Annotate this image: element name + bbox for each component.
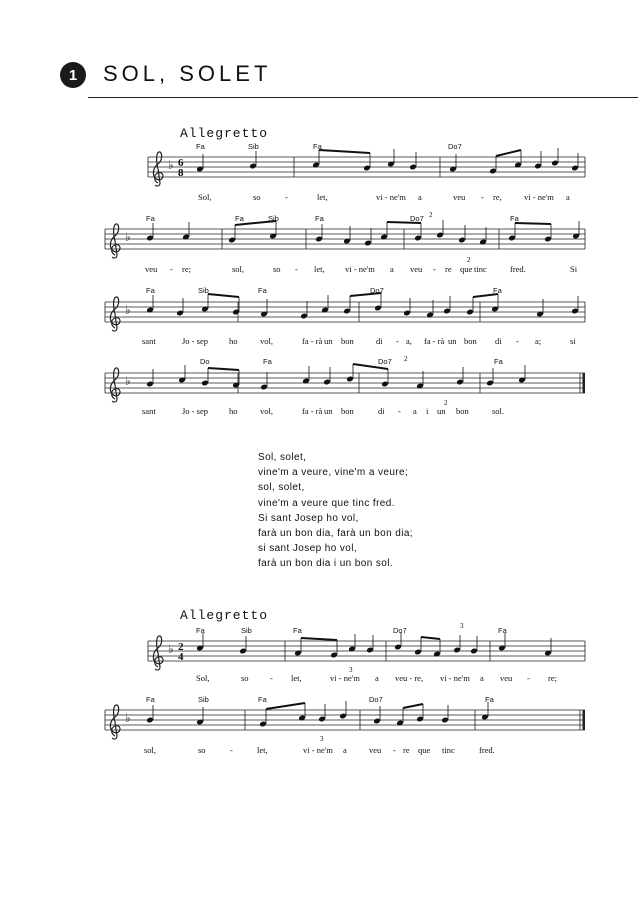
time-signature-top: 6	[178, 157, 184, 169]
tuplet-number: 2	[467, 256, 471, 264]
lyric-syllable: -	[396, 336, 399, 346]
lyric-syllable: vi - ne'm	[440, 673, 470, 683]
chord-symbol: Fa	[315, 214, 324, 223]
lyric-syllable: bon	[341, 336, 354, 346]
chord-symbol: Sib	[268, 214, 279, 223]
lyric-syllable: -	[433, 264, 436, 274]
lyric-syllable: sol,	[232, 264, 245, 274]
chord-symbol: Do7	[448, 142, 462, 151]
tempo-marking-1: Allegretto	[180, 126, 269, 141]
lyric-syllable: so	[198, 745, 206, 755]
tuplet-number: 3	[460, 622, 464, 630]
lyric-syllable: -	[481, 192, 484, 202]
lyric-syllable: veu	[453, 192, 466, 202]
time-signature-top: 2	[178, 641, 184, 653]
lyric-syllable: a	[343, 745, 347, 755]
poem-text	[258, 450, 413, 572]
lyric-syllable: que	[418, 745, 431, 755]
time-signature-bottom: 4	[178, 651, 184, 663]
lyric-syllable: di	[376, 336, 383, 346]
chord-symbol: Do7	[370, 286, 384, 295]
lyric-syllable: un	[324, 336, 333, 346]
lyric-syllable: -	[295, 264, 298, 274]
tuplet-number: 2	[404, 355, 408, 363]
lyric-syllable: -	[527, 673, 530, 683]
lyric-syllable: let,	[257, 745, 268, 755]
lyric-syllable: veu	[500, 673, 513, 683]
lyric-syllable: sol.	[492, 406, 505, 416]
lyric-syllable: veu	[410, 264, 423, 274]
lyric-syllable: a	[566, 192, 570, 202]
lyric-syllable: re;	[548, 673, 557, 683]
lyric-syllable: Si	[570, 264, 578, 274]
tuplet-number: 2	[429, 211, 433, 219]
chord-symbol: Fa	[146, 214, 155, 223]
chord-symbol: Fa	[146, 286, 155, 295]
chord-symbol: Fa	[510, 214, 519, 223]
lyric-syllable: bon	[456, 406, 469, 416]
chord-symbol: Fa	[196, 626, 205, 635]
lyric-syllable: re;	[182, 264, 191, 274]
lyric-syllable: ho	[229, 406, 238, 416]
lyric-syllable: so	[241, 673, 249, 683]
lyric-syllable: vol,	[260, 406, 273, 416]
lyric-syllable: un	[448, 336, 457, 346]
lyric-syllable: fa - rà	[424, 336, 445, 346]
lyric-syllable: -	[398, 406, 401, 416]
lyric-syllable: re	[445, 264, 452, 274]
lyric-syllable: let,	[314, 264, 325, 274]
note-beam	[319, 150, 370, 153]
poem-line: farà un bon dia, farà un bon dia;	[258, 528, 413, 540]
lyric-syllable: tinc	[442, 745, 455, 755]
lyric-syllable: Sol,	[198, 192, 212, 202]
chord-symbol: Fa	[235, 214, 244, 223]
note-beam	[515, 223, 551, 224]
tuplet-number: 3	[320, 735, 324, 743]
song-title: SOL, SOLET	[103, 61, 272, 86]
lyric-syllable: a;	[535, 336, 542, 346]
note-beam	[421, 637, 440, 639]
lyric-syllable: fred.	[510, 264, 526, 274]
note-beam	[496, 150, 521, 156]
lyric-syllable: un	[437, 406, 446, 416]
chord-symbol: Fa	[485, 695, 494, 704]
final-barline	[583, 373, 586, 393]
chord-symbol: Do7	[410, 214, 424, 223]
lyric-syllable: a	[418, 192, 422, 202]
chord-symbol: Sib	[198, 286, 209, 295]
poem-line: farà un bon dia i un bon sol.	[258, 558, 394, 570]
chord-symbol: Fa	[494, 357, 503, 366]
note-beam	[208, 294, 239, 297]
lyric-syllable: fred.	[479, 745, 495, 755]
flat-sign-icon: ♭	[125, 230, 131, 244]
chord-symbol: Sib	[241, 626, 252, 635]
chord-symbol: Fa	[146, 695, 155, 704]
lyric-syllable: -	[285, 192, 288, 202]
lyric-syllable: vi - ne'm	[330, 673, 360, 683]
lyric-syllable: so	[253, 192, 261, 202]
chord-symbol: Fa	[493, 286, 502, 295]
poem-line: Si sant Josep ho vol,	[258, 512, 359, 524]
poem-line: vine'm a veure que tinc fred.	[258, 497, 395, 509]
poem-line: sol, solet,	[258, 482, 305, 494]
lyric-syllable: -	[230, 745, 233, 755]
lyric-syllable: -	[170, 264, 173, 274]
lyric-syllable: que	[460, 264, 473, 274]
lyric-syllable: let,	[317, 192, 328, 202]
chord-symbol: Do7	[378, 357, 392, 366]
lyric-syllable: Jo - sep	[182, 336, 208, 346]
flat-sign-icon: ♭	[125, 374, 131, 388]
lyric-syllable: a,	[406, 336, 412, 346]
chord-symbol: Fa	[196, 142, 205, 151]
chord-symbol: Fa	[263, 357, 272, 366]
final-barline	[583, 710, 586, 730]
lyric-syllable: sol,	[144, 745, 157, 755]
lyric-syllable: -	[393, 745, 396, 755]
lyric-syllable: fa - rà	[302, 336, 323, 346]
song-number-badge: 1	[60, 62, 86, 88]
note-beam	[301, 638, 337, 640]
lyric-syllable: veu	[145, 264, 158, 274]
lyric-syllable: i	[426, 406, 429, 416]
note-beam	[208, 368, 239, 370]
lyric-syllable: re	[403, 745, 410, 755]
poem-line: Sol, solet,	[258, 452, 307, 463]
lyric-syllable: veu - re,	[395, 673, 424, 683]
tempo-marking-2: Allegretto	[180, 608, 269, 623]
lyric-syllable: so	[273, 264, 281, 274]
chord-symbol: Fa	[498, 626, 507, 635]
lyric-syllable: bon	[341, 406, 354, 416]
time-signature-bottom: 8	[178, 167, 184, 179]
note-beam	[403, 704, 423, 708]
chord-symbol: Do	[200, 357, 210, 366]
lyric-syllable: vi - ne'm	[345, 264, 375, 274]
lyric-syllable: vi - ne'm	[303, 745, 333, 755]
chord-symbol: Fa	[293, 626, 302, 635]
lyric-syllable: un	[324, 406, 333, 416]
lyric-syllable: vol,	[260, 336, 273, 346]
chord-symbol: Do7	[369, 695, 383, 704]
chord-symbol: Fa	[258, 695, 267, 704]
chord-symbol: Fa	[313, 142, 322, 151]
lyric-syllable: let,	[291, 673, 302, 683]
lyric-syllable: a	[480, 673, 484, 683]
flat-sign-icon: ♭	[125, 711, 131, 725]
poem-line: vine'm a veure, vine'm a veure;	[258, 467, 409, 479]
lyric-syllable: di	[495, 336, 502, 346]
chord-symbol: Do7	[393, 626, 407, 635]
poem-line: si sant Josep ho vol,	[258, 543, 358, 555]
lyric-syllable: tinc	[474, 264, 487, 274]
lyric-syllable: sant	[142, 336, 156, 346]
lyric-syllable: vi - ne'm	[376, 192, 406, 202]
lyric-syllable: Jo - sep	[182, 406, 208, 416]
lyric-syllable: a	[375, 673, 379, 683]
lyric-syllable: vi - ne'm	[524, 192, 554, 202]
lyric-syllable: a	[413, 406, 417, 416]
tuplet-number: 3	[349, 666, 353, 674]
lyric-syllable: fa - rà	[302, 406, 323, 416]
lyric-syllable: ho	[229, 336, 238, 346]
chord-symbol: Fa	[258, 286, 267, 295]
lyric-syllable: veu	[369, 745, 382, 755]
lyric-syllable: re,	[493, 192, 502, 202]
flat-sign-icon: ♭	[168, 158, 174, 172]
chord-symbol: Sib	[248, 142, 259, 151]
lyric-syllable: sant	[142, 406, 156, 416]
lyric-syllable: bon	[464, 336, 477, 346]
lyric-syllable: a	[390, 264, 394, 274]
flat-sign-icon: ♭	[125, 303, 131, 317]
flat-sign-icon: ♭	[168, 642, 174, 656]
lyric-syllable: Sol,	[196, 673, 210, 683]
chord-symbol: Sib	[198, 695, 209, 704]
lyric-syllable: -	[270, 673, 273, 683]
tuplet-number: 2	[444, 399, 448, 407]
lyric-syllable: -	[516, 336, 519, 346]
lyric-syllable: di	[378, 406, 385, 416]
note-beam	[266, 703, 305, 709]
lyric-syllable: si	[570, 336, 576, 346]
